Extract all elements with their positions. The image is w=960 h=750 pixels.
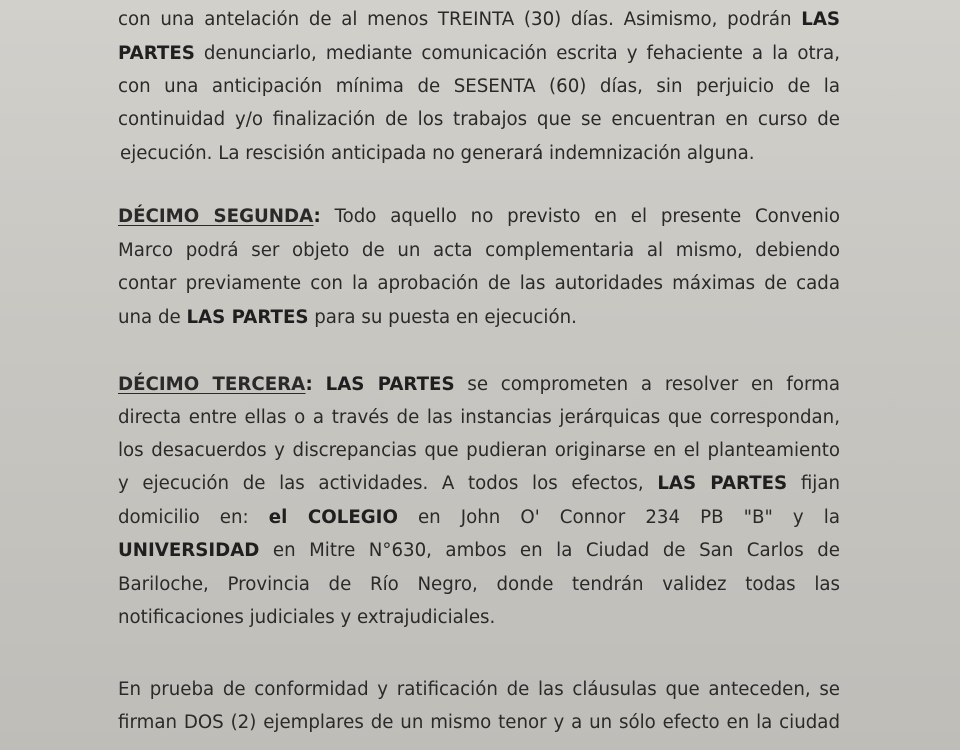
clause-12-heading: DÉCIMO SEGUNDA (118, 206, 314, 227)
clause-12-line: contar previamente con la aprobación de las autoridades máximas de cada (118, 273, 840, 294)
clause-13-line: notificaciones judiciales y extrajudiciales. (118, 607, 496, 628)
bold-term: LAS (801, 9, 840, 30)
paragraph-line: continuidad y/o finalización de los trabajos que se encuentran en curso de (118, 109, 840, 130)
clause-13-line: domicilio en: el COLEGIO en John O' Connor 234 PB "B" y la (118, 507, 840, 528)
bold-term: el COLEGIO (268, 507, 398, 528)
clause-13-line: DÉCIMO TERCERA: LAS PARTES se comprometen a resolver en forma (118, 374, 840, 395)
clause-13-heading: DÉCIMO TERCERA (118, 374, 306, 395)
bold-term: PARTES (118, 43, 195, 64)
paragraph-line: ejecución. La rescisión anticipada no generará indemnización alguna. (120, 143, 755, 164)
clause-13-line: los desacuerdos y discrepancias que pudieran originarse en el planteamiento (118, 440, 840, 461)
closing-line: firman DOS (2) ejemplares de un mismo tenor y a un sólo efecto en la ciudad (118, 712, 840, 733)
clause-13-line: Bariloche, Provincia de Río Negro, donde tendrán validez todas las (118, 574, 840, 595)
bold-term: LAS PARTES (657, 473, 788, 494)
paragraph-line: con una anticipación mínima de SESENTA (60) días, sin perjuicio de la (118, 76, 840, 97)
paragraph-line: con una antelación de al menos TREINTA (30) días. Asimismo, podrán LAS (118, 9, 840, 30)
bold-term: LAS PARTES (325, 374, 455, 395)
clause-13-line: y ejecución de las actividades. A todos los efectos, LAS PARTES fijan (118, 473, 840, 494)
clause-13-line: UNIVERSIDAD en Mitre N°630, ambos en la Ciudad de San Carlos de (118, 540, 840, 561)
bold-term: LAS PARTES (186, 307, 309, 328)
closing-line: En prueba de conformidad y ratificación de las cláusulas que anteceden, se (118, 679, 840, 700)
clause-13-line: directa entre ellas o a través de las instancias jerárquicas que correspondan, (118, 407, 840, 428)
clause-12-line: Marco podrá ser objeto de un acta complementaria al mismo, debiendo (118, 240, 840, 261)
bold-term: UNIVERSIDAD (118, 540, 260, 561)
clause-12-line: una de LAS PARTES para su puesta en ejecución. (118, 307, 577, 328)
paragraph-line: PARTES denunciarlo, mediante comunicación escrita y fehaciente a la otra, (118, 43, 840, 64)
clause-12-line: DÉCIMO SEGUNDA: Todo aquello no previsto en el presente Convenio (118, 206, 840, 227)
